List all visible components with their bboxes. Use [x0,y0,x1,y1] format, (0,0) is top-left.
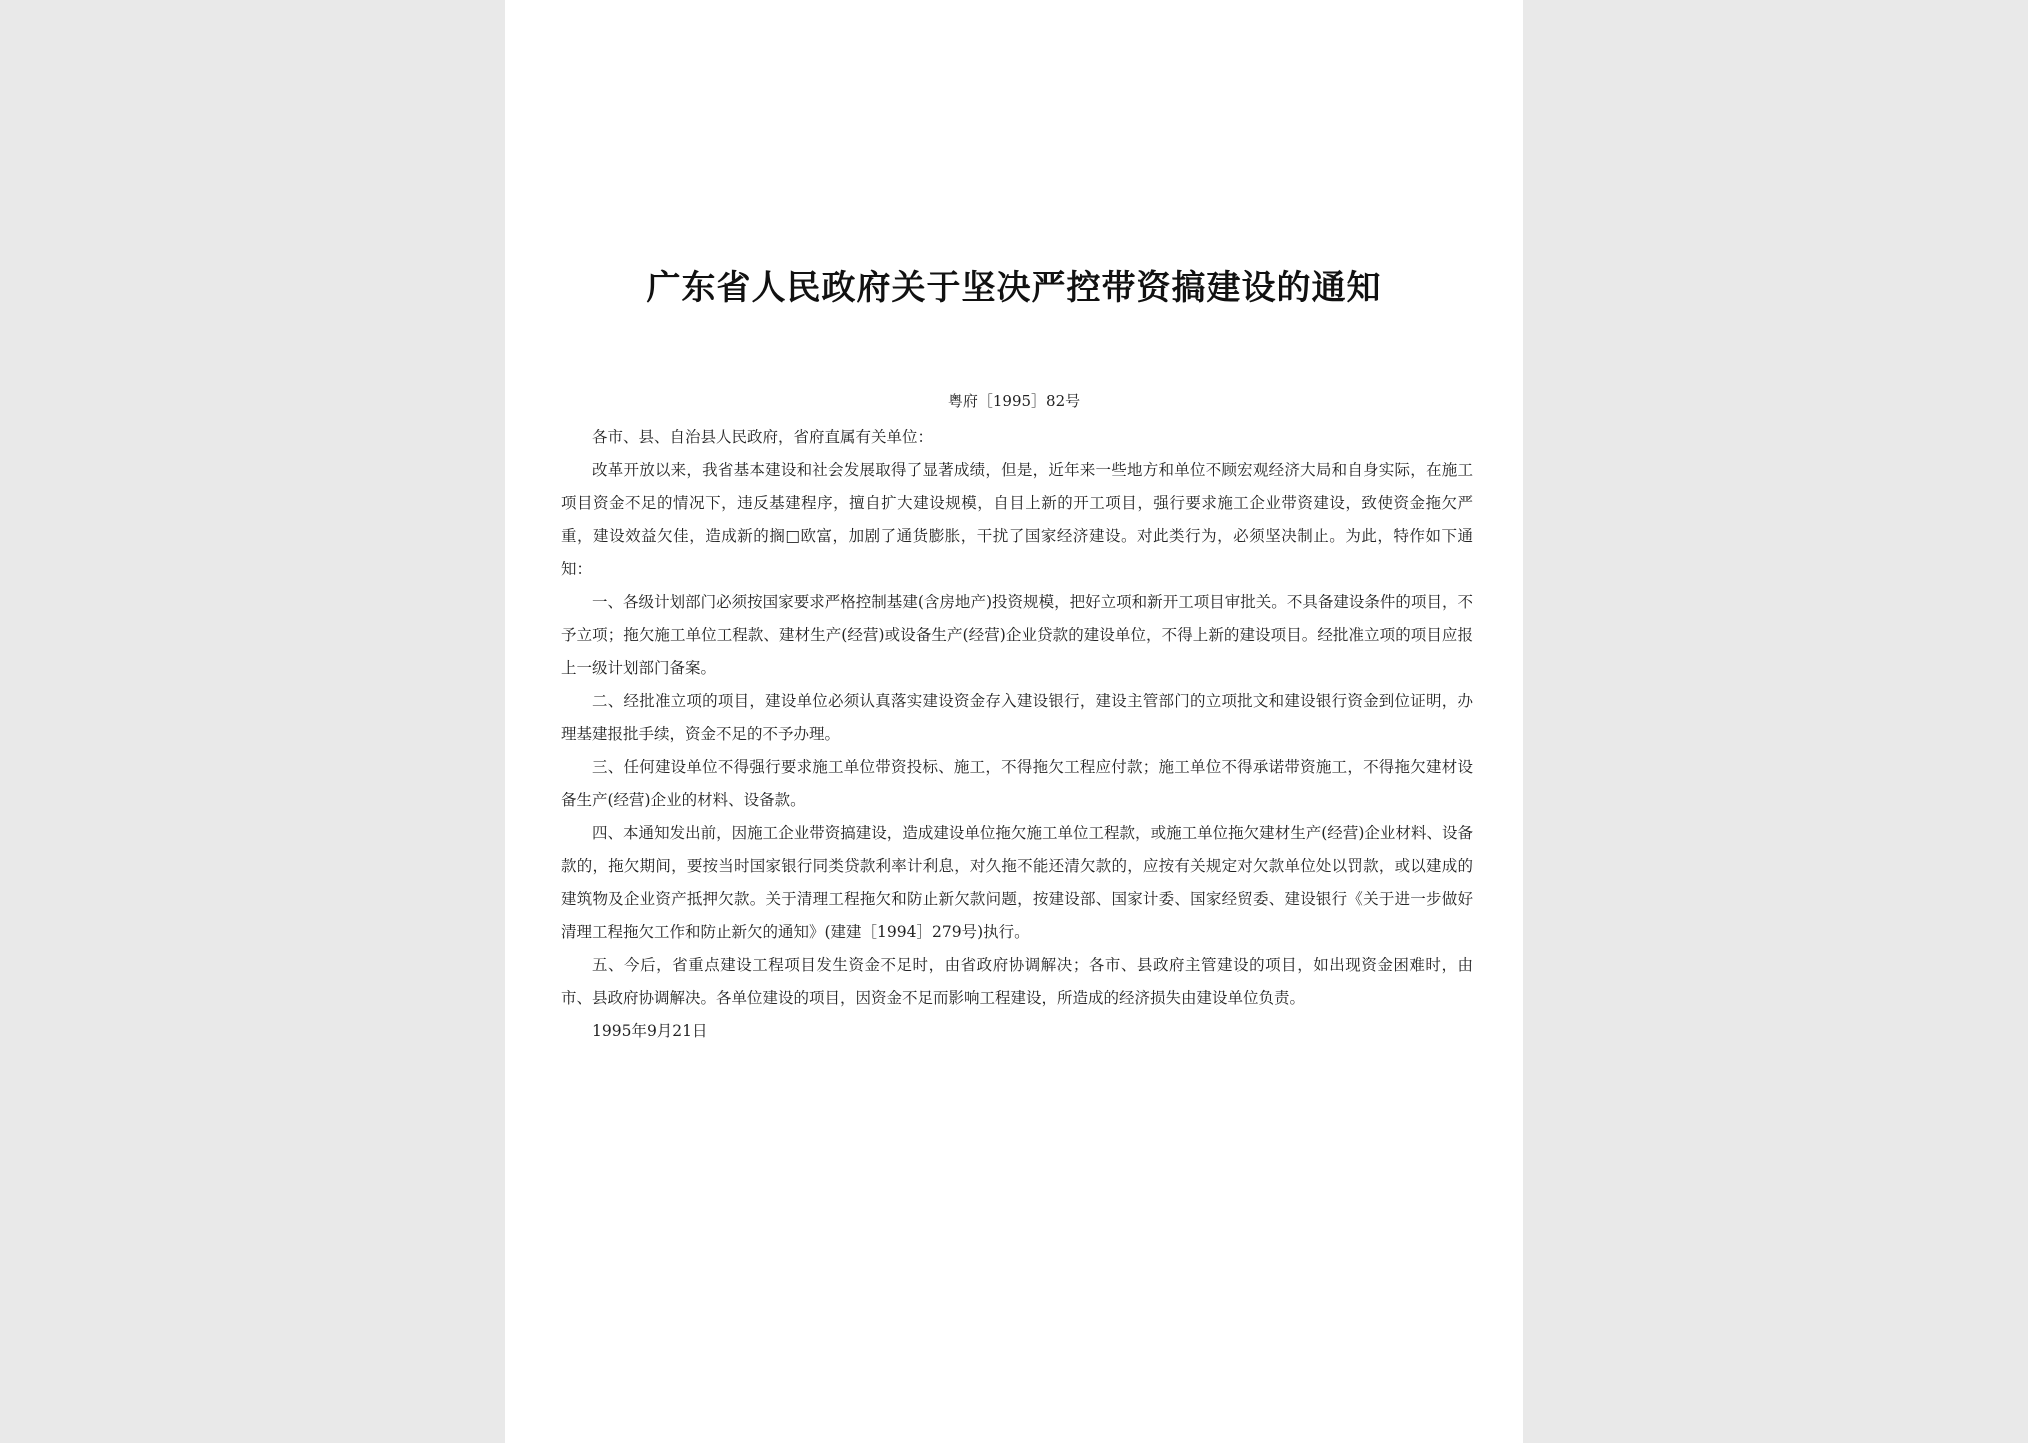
paragraph-item-3: 三、任何建设单位不得强行要求施工单位带资投标、施工，不得拖欠工程应付款；施工单位不得承诺带资施工，不得拖欠建材设备生产(经营)企业的材料、设备款。 [561,758,1473,809]
document-number: 粤府［1995］82号 [947,392,1081,410]
page-title: 广东省人民政府关于坚决严控带资搞建设的通知 [646,268,1382,308]
recipients-line: 各市、县、自治县人民政府，省府直属有关单位： [592,428,934,446]
paragraph-item-2: 二、经批准立项的项目，建设单位必须认真落实建设资金存入建设银行，建设主管部门的立项批文和建设银行资金到位证明，办理基建报批手续，资金不足的不予办理。 [561,692,1473,743]
document-page [505,0,1523,1443]
document-body [561,421,1473,1048]
paragraph-item-1: 一、各级计划部门必须按国家要求严格控制基建(含房地产)投资规模，把好立项和新开工项目审批关。不具备建设条件的项目，不予立项；拖欠施工单位工程款、建材生产(经营)或设备生产(经营)企业贷款的建设单位，不得上新的建设项目。经批准立项的项目应报上一级计划部门备案。 [561,593,1473,677]
paragraph-intro: 改革开放以来，我省基本建设和社会发展取得了显著成绩，但是，近年来一些地方和单位不顾宏观经济大局和自身实际，在施工项目资金不足的情况下，违反基建程序，擅自扩大建设规模，自目上新的开工项目，强行要求施工企业带资建设，致使资金拖欠严重，建设效益欠佳，造成新的搁□欧富，加剧了通货膨胀，干扰了国家经济建设。对此类行为，必须坚决制止。为此，特作如下通知： [561,461,1473,578]
paragraph-item-4: 四、本通知发出前，因施工企业带资搞建设，造成建设单位拖欠施工单位工程款，或施工单位拖欠建材生产(经营)企业材料、设备款的，拖欠期间，要按当时国家银行同类贷款利率计利息，对久拖不能还清欠款的，应按有关规定对欠款单位处以罚款，或以建成的建筑物及企业资产抵押欠款。关于清理工程拖欠和防止新欠款问题，按建设部、国家计委、国家经贸委、建设银行《关于进一步做好清理工程拖欠工作和防止新欠的通知》(建建［1994］279号)执行。 [561,824,1473,941]
document-date: 1995年9月21日 [592,1022,708,1040]
paragraph-item-5: 五、今后，省重点建设工程项目发生资金不足时，由省政府协调解决；各市、县政府主管建设的项目，如出现资金困难时，由市、县政府协调解决。各单位建设的项目，因资金不足而影响工程建设，所造成的经济损失由建设单位负责。 [561,956,1473,1007]
